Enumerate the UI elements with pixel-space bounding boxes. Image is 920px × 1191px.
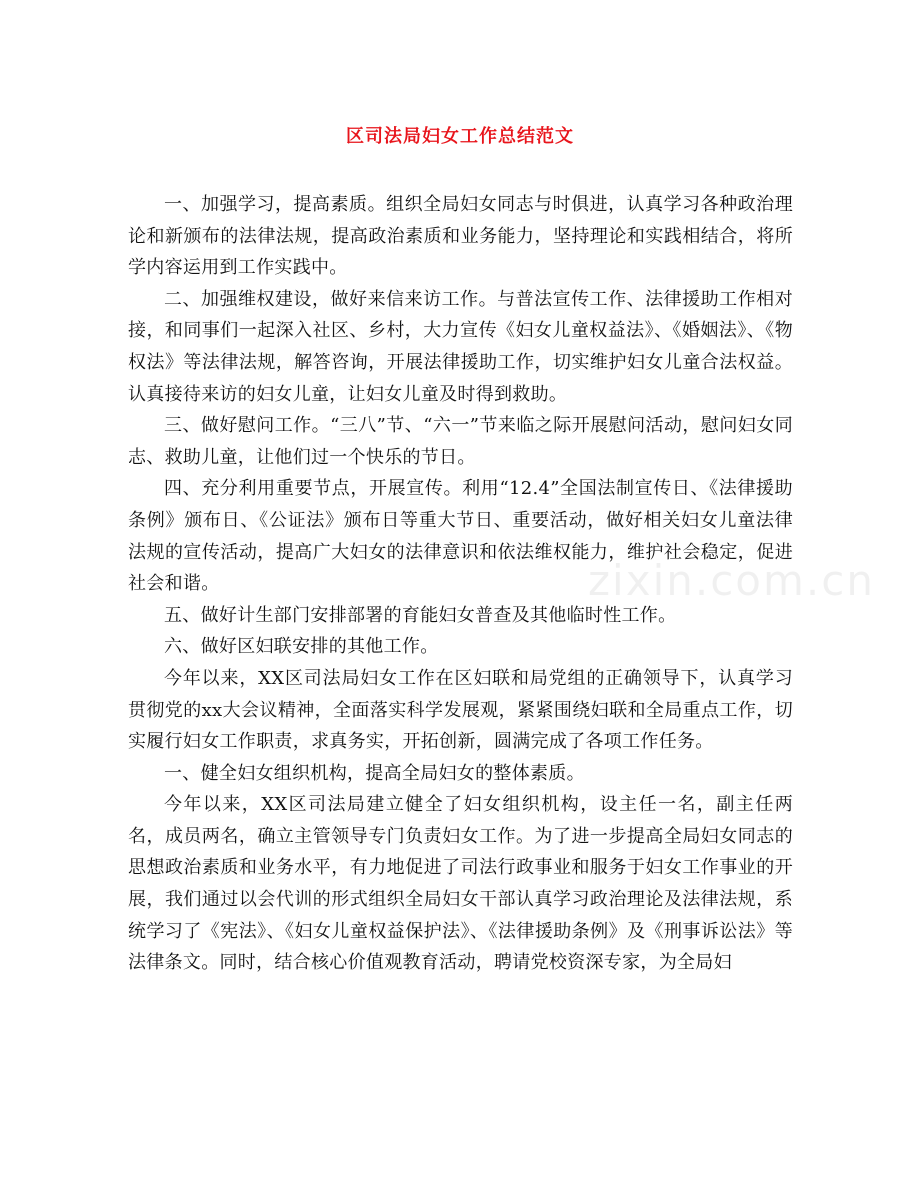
paragraph: 三、做好慰问工作。“三八”节、“六一”节来临之际开展慰问活动，慰问妇女同志、救助儿童，让他们过一个快乐的节日。 — [128, 415, 793, 468]
watermark: zixin.com.cn — [588, 556, 875, 605]
paragraph: 六、做好区妇联安排的其他工作。 — [164, 636, 439, 658]
paragraph: 四、充分利用重要节点，开展宣传。利用“12.4”全国法制宣传日、《法律援助条例》颁布日、《公证法》颁布日等重大节日、重要活动，做好相关妇女儿童法律法规的宣传活动，提高广大妇女的法律意识和依法维权能力，维护社会稳定，促进社会和谐。 — [128, 478, 793, 595]
paragraph: 二、加强维权建设，做好来信来访工作。与普法宣传工作、法律援助工作相对接，和同事们一起深入社区、乡村，大力宣传《妇女儿童权益法》、《婚姻法》、《物权法》等法律法规，解答咨询，开展法律援助工作，切实维护妇女儿童合法权益。认真接待来访的妇女儿童，让妇女儿童及时得到救助。 — [128, 288, 793, 405]
paragraph: 今年以来，XX区司法局妇女工作在区妇联和局党组的正确领导下，认真学习贯彻党的xx大会议精神，全面落实科学发展观，紧紧围绕妇联和全局重点工作，切实履行妇女工作职责，求真务实，开拓创新，圆满完成了各项工作任务。 — [128, 667, 793, 753]
document-body — [128, 189, 793, 979]
paragraph: 五、做好计生部门安排部署的育能妇女普查及其他临时性工作。 — [164, 604, 677, 626]
paragraph: 今年以来，XX区司法局建立健全了妇女组织机构，设主任一名，副主任两名，成员两名，确立主管领导专门负责妇女工作。为了进一步提高全局妇女同志的思想政治素质和业务水平，有力地促进了司法行政事业和服务于妇女工作事业的开展，我们通过以会代训的形式组织全局妇女干部认真学习政治理论及法律法规，系统学习了《宪法》、《妇女儿童权益保护法》、《法律援助条例》及《刑事诉讼法》等法律条文。同时，结合核心价值观教育活动，聘请党校资深专家，为全局妇 — [128, 794, 793, 974]
document-title: 区司法局妇女工作总结范文 — [346, 126, 574, 147]
paragraph: 一、加强学习，提高素质。组织全局妇女同志与时俱进，认真学习各种政治理论和新颁布的法律法规，提高政治素质和业务能力，坚持理论和实践相结合，将所学内容运用到工作实践中。 — [128, 194, 793, 279]
paragraph: 一、健全妇女组织机构，提高全局妇女的整体素质。 — [164, 762, 585, 784]
